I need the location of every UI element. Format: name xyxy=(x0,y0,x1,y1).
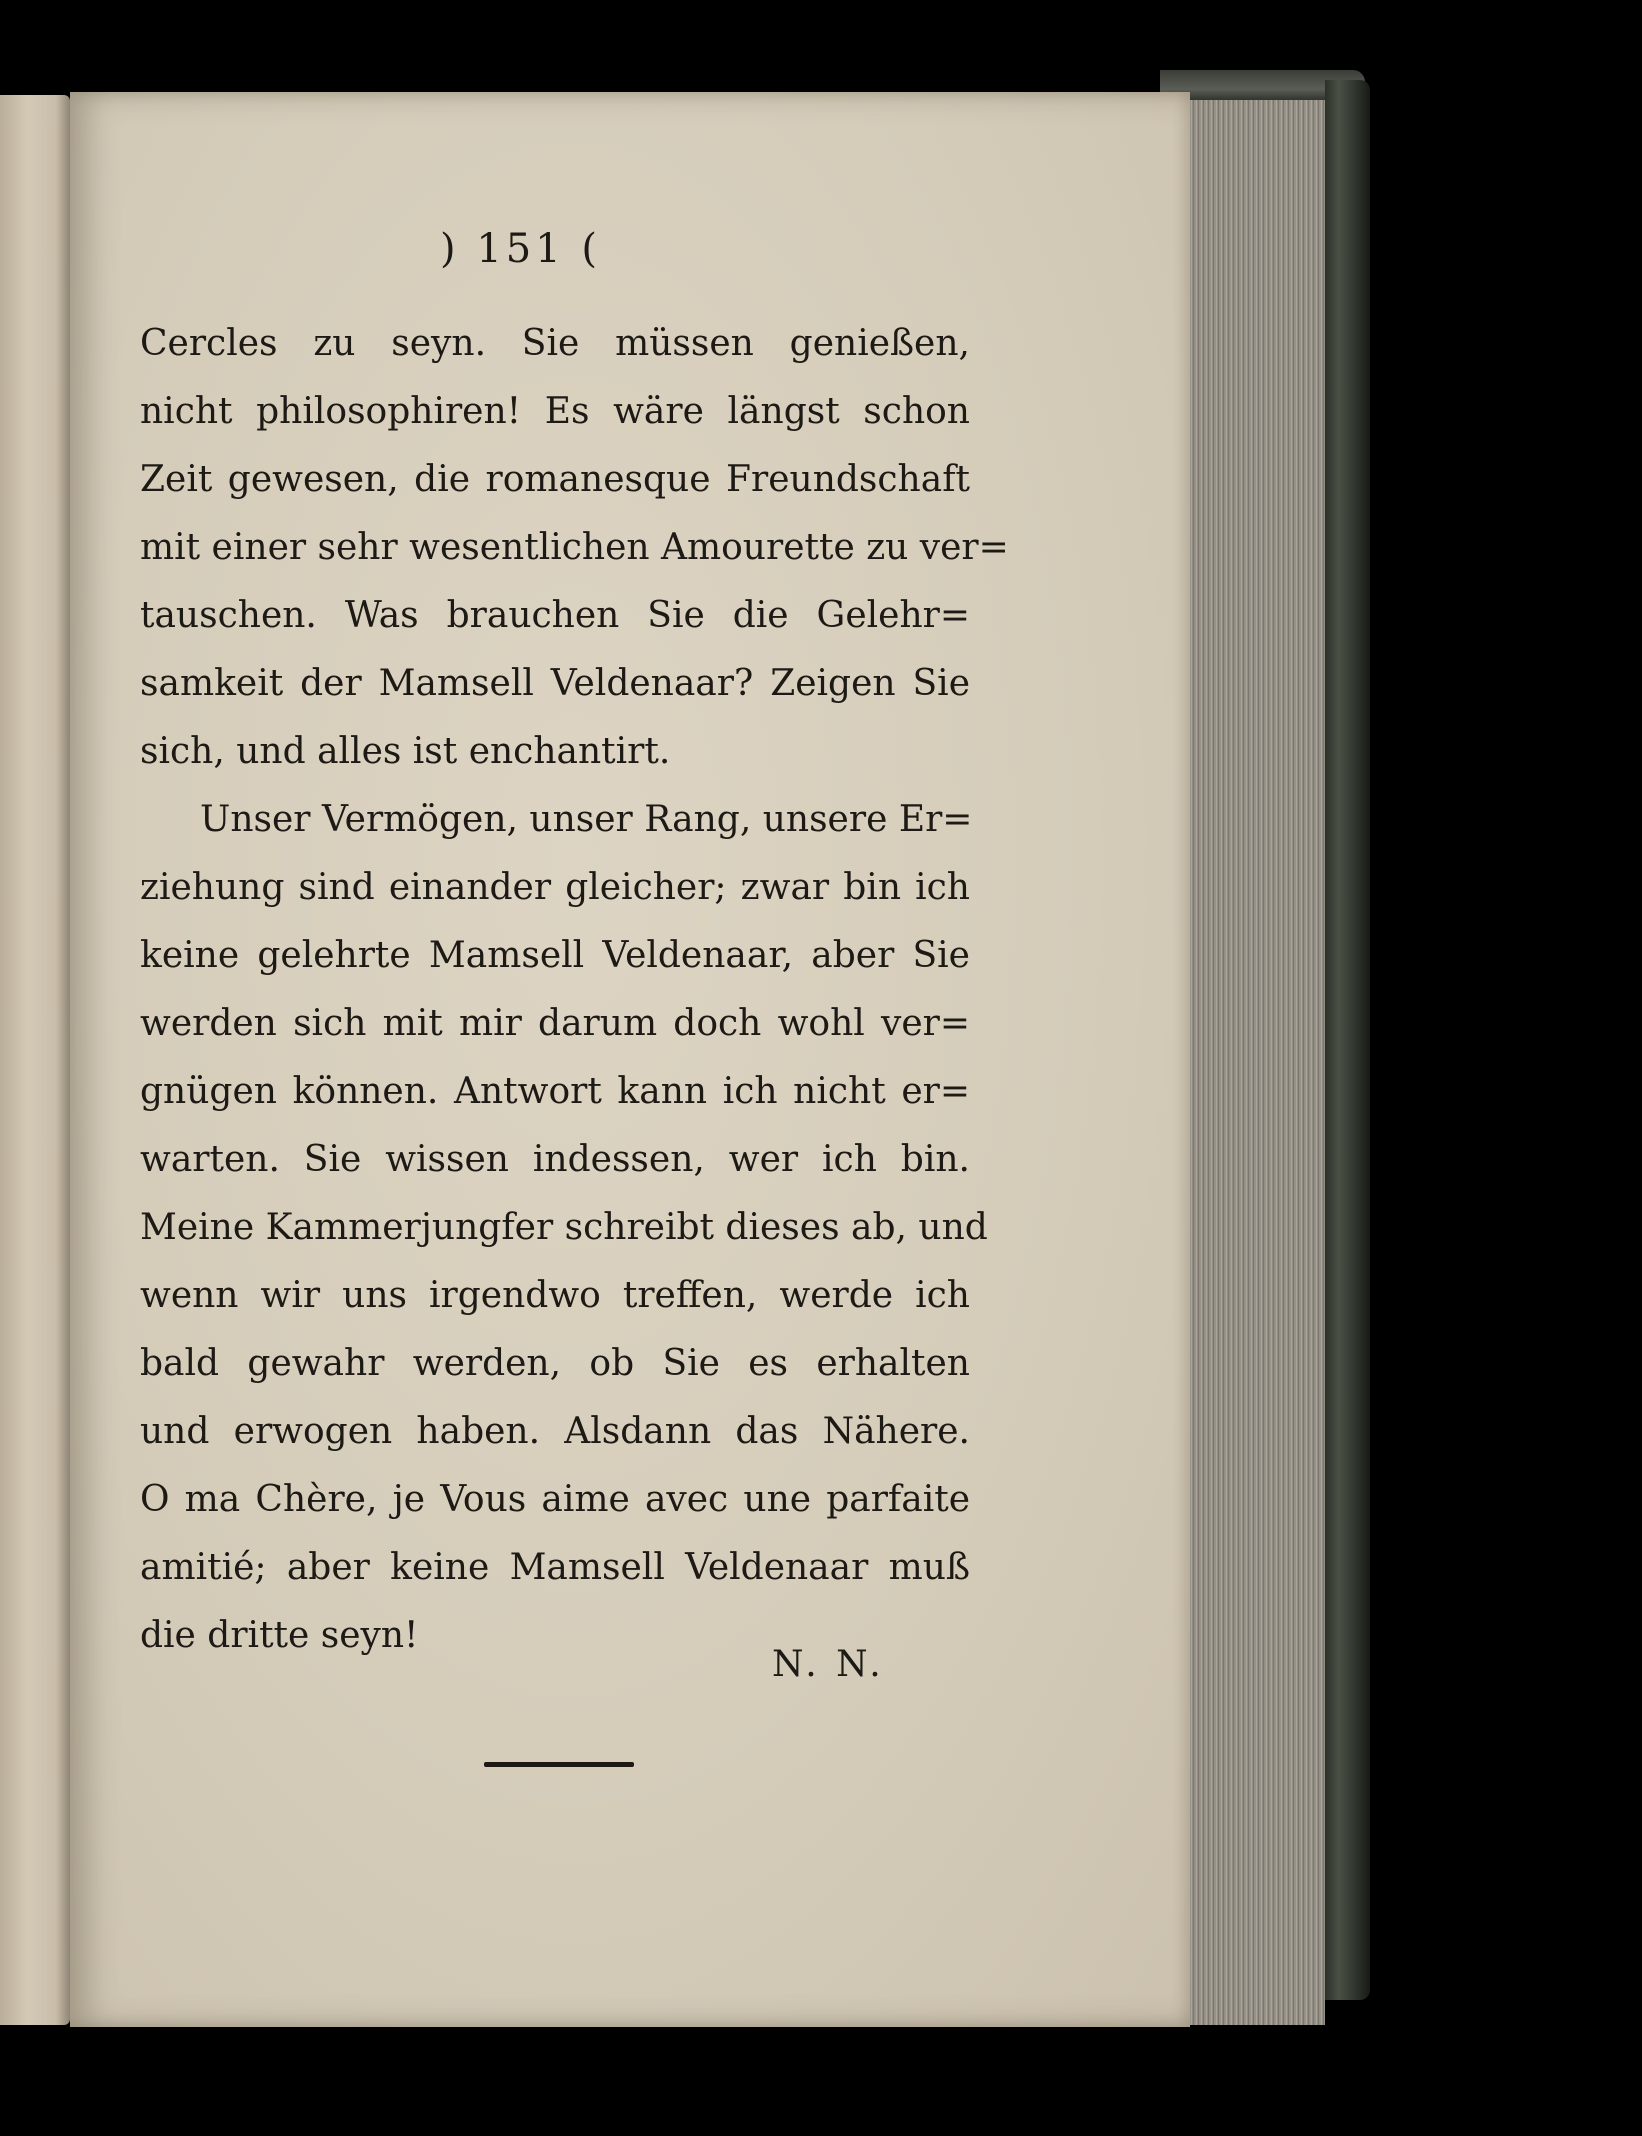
text-line: Unser Vermögen, unser Rang, unsere Er= xyxy=(200,799,973,840)
text-line: Cercles zu seyn. Sie müssen genießen, xyxy=(140,323,970,364)
text-line: tauschen. Was brauchen Sie die Gelehr= xyxy=(140,595,970,636)
text-line: gnügen können. Antwort kann ich nicht er= xyxy=(140,1071,970,1112)
text-line: nicht philosophiren! Es wäre längst schon xyxy=(140,391,970,432)
text-line: und erwogen haben. Alsdann das Nähere. xyxy=(140,1411,970,1452)
page-number-head: ) 151 ( xyxy=(440,226,601,272)
text-line: O ma Chère, je Vous aime avec une parfaite xyxy=(140,1479,970,1520)
text-line: bald gewahr werden, ob Sie es erhalten xyxy=(140,1343,970,1384)
facing-page-edge xyxy=(0,95,70,2025)
text-line: mit einer sehr wesentlichen Amourette zu ver= xyxy=(140,527,1009,568)
closing-rule xyxy=(484,1762,634,1767)
signature: N. N. xyxy=(772,1644,885,1685)
page-block-edges xyxy=(1190,100,1325,2025)
text-line: die dritte seyn! xyxy=(140,1615,419,1656)
text-line: keine gelehrte Mamsell Veldenaar, aber Sie xyxy=(140,935,970,976)
text-line: warten. Sie wissen indessen, wer ich bin. xyxy=(140,1139,970,1180)
text-line: Meine Kammerjungfer schreibt dieses ab, und xyxy=(140,1207,988,1248)
text-line: sich, und alles ist enchantirt. xyxy=(140,731,671,772)
text-line: samkeit der Mamsell Veldenaar? Zeigen Sie xyxy=(140,663,970,704)
text-line: wenn wir uns irgendwo treffen, werde ich xyxy=(140,1275,970,1316)
book-page xyxy=(70,92,1190,2027)
book-cover-spine xyxy=(1325,80,1370,2000)
text-line: ziehung sind einander gleicher; zwar bin ich xyxy=(140,867,970,908)
text-line: Zeit gewesen, die romanesque Freundschaft xyxy=(140,459,970,500)
text-line: amitié; aber keine Mamsell Veldenaar muß xyxy=(140,1547,970,1588)
text-line: werden sich mit mir darum doch wohl ver= xyxy=(140,1003,970,1044)
